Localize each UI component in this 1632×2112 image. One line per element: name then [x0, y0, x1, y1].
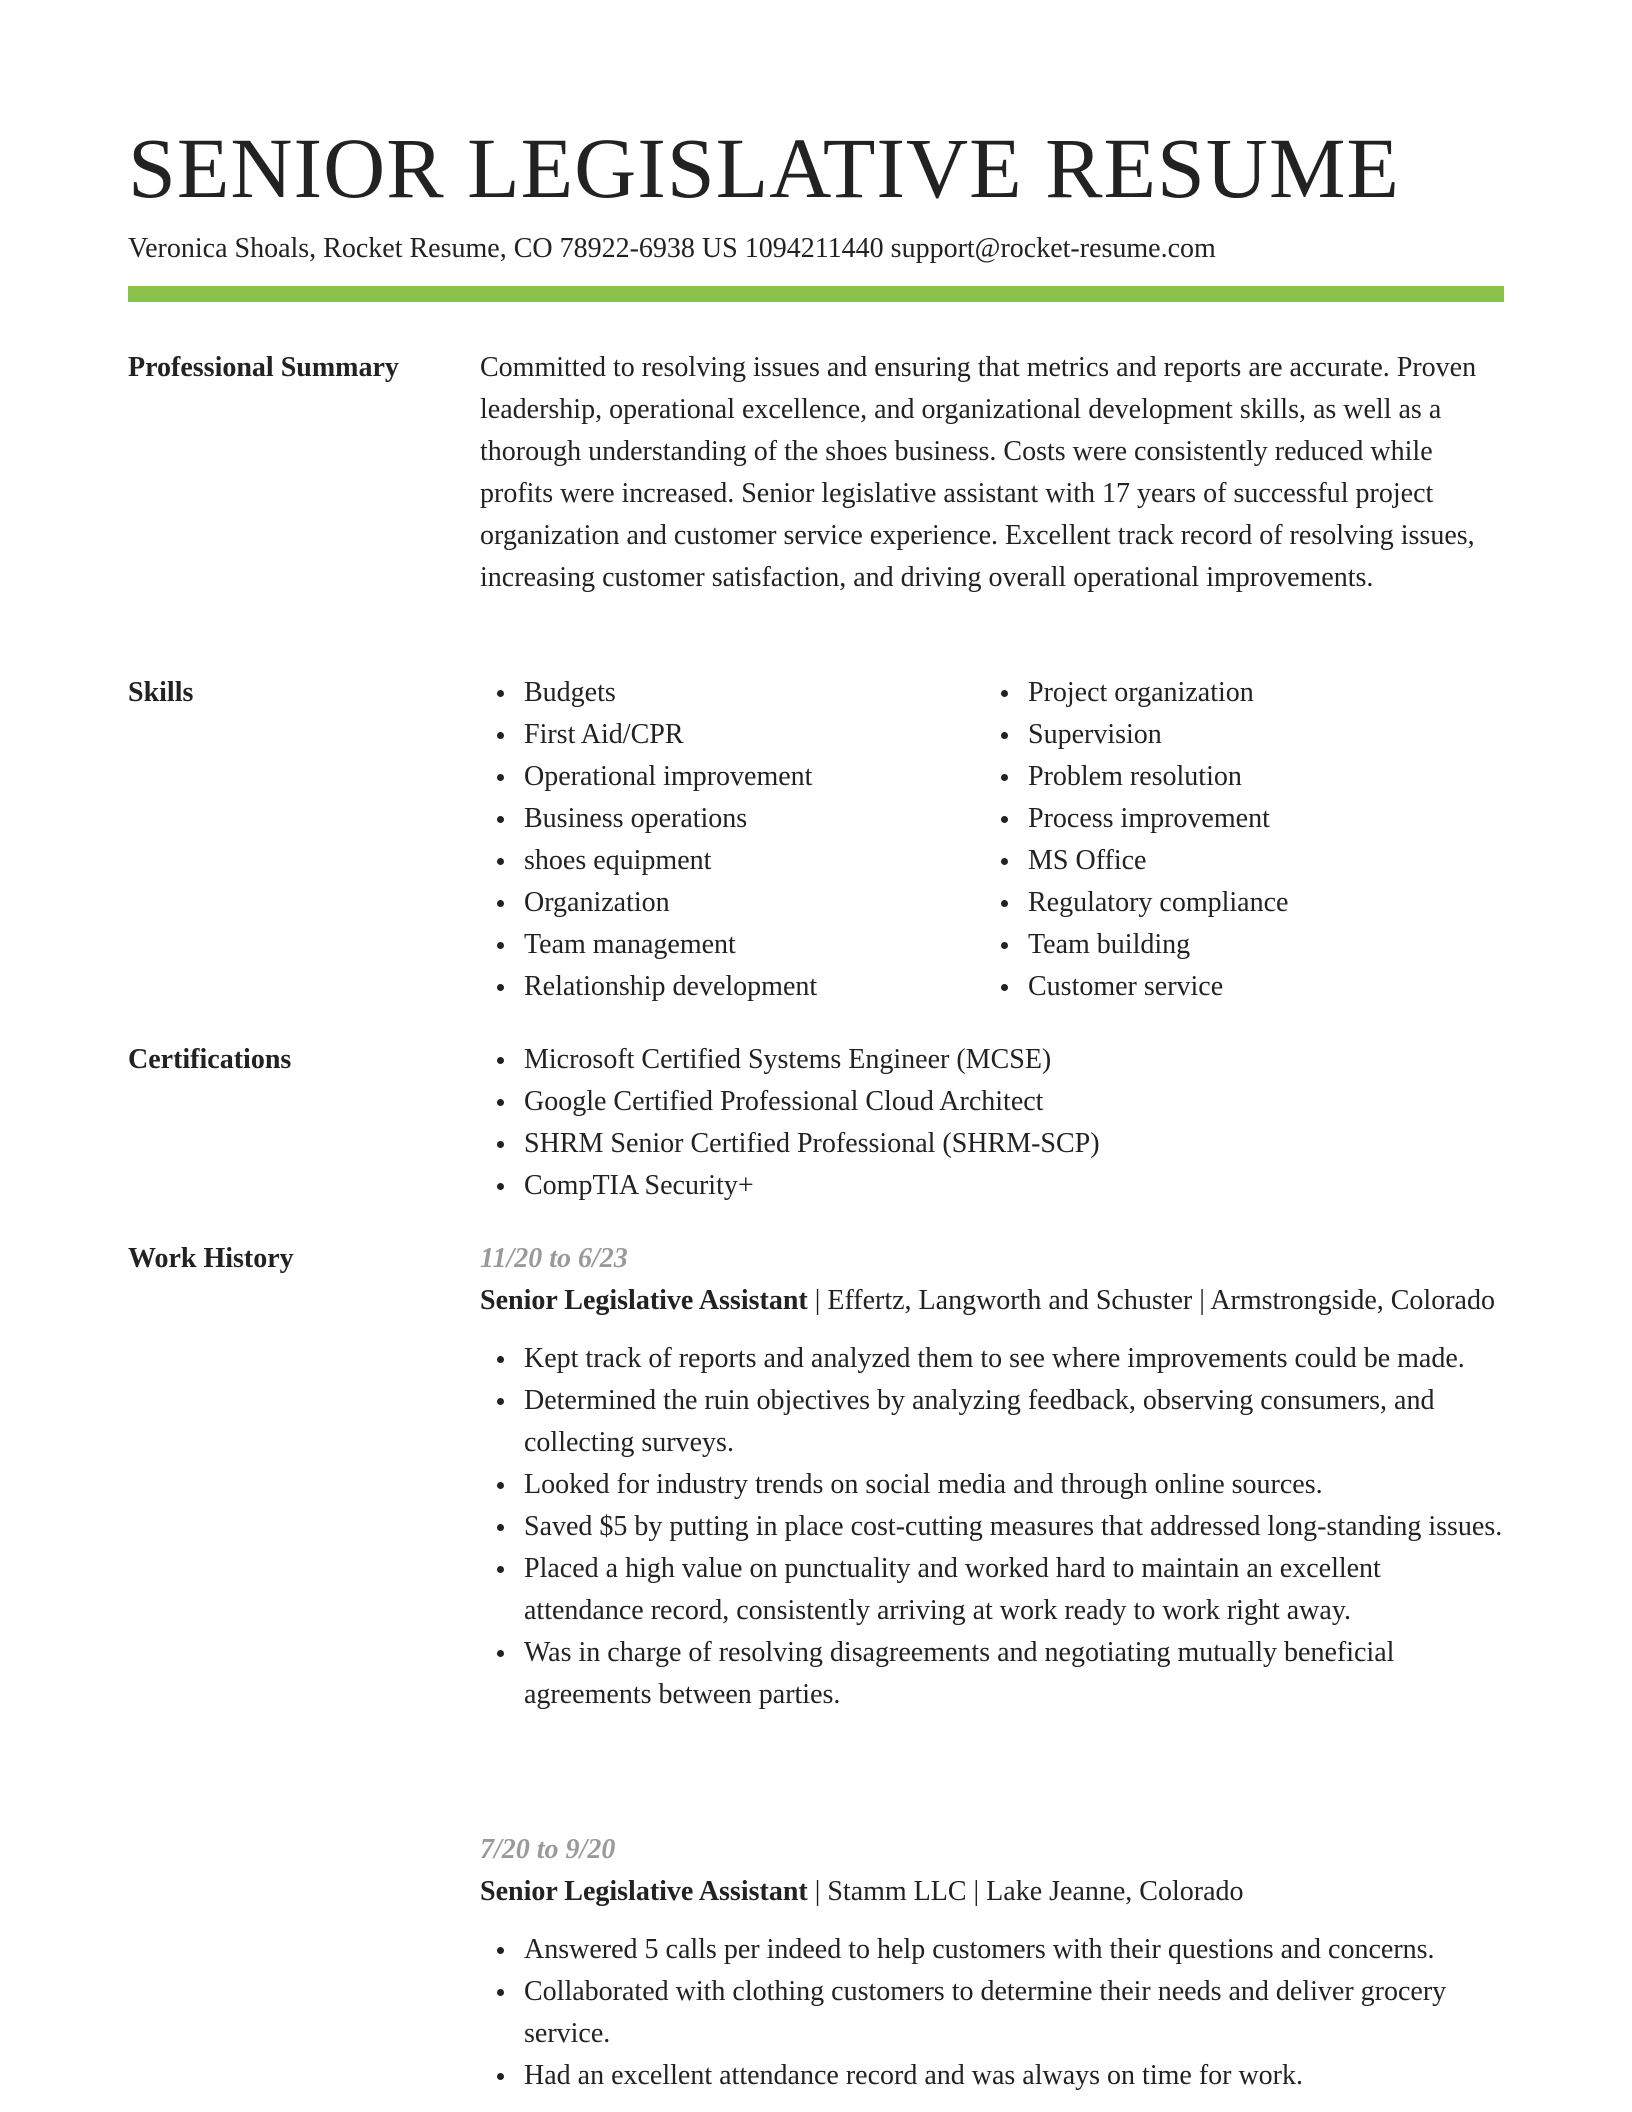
- skill-item: Project organization: [984, 672, 1488, 714]
- skills-list-right: [984, 672, 1488, 1008]
- job-bullets: [480, 1929, 1504, 2097]
- job-bullet: Saved $5 by putting in place cost-cutting measures that addressed long-standing issues.: [480, 1506, 1504, 1548]
- skill-item: shoes equipment: [480, 840, 984, 882]
- job-employer-location: | Effertz, Langworth and Schuster | Armstrongside, Colorado: [807, 1285, 1495, 1316]
- certification-item: Google Certified Professional Cloud Architect: [480, 1081, 1504, 1123]
- certifications-section: [480, 1039, 1504, 1207]
- job-dates: 7/20 to 9/20: [480, 1834, 616, 1865]
- skill-item: Relationship development: [480, 966, 984, 1008]
- certification-item: Microsoft Certified Systems Engineer (MCSE): [480, 1039, 1504, 1081]
- skill-item: Team management: [480, 924, 984, 966]
- job-entry: [480, 1238, 1504, 1716]
- job-bullet: Was in charge of resolving disagreements and negotiating mutually beneficial agreements between parties.: [480, 1632, 1504, 1716]
- skill-item: Team building: [984, 924, 1488, 966]
- skill-item: Customer service: [984, 966, 1488, 1008]
- skills-list-left: [480, 672, 984, 1008]
- certification-item: SHRM Senior Certified Professional (SHRM-SCP): [480, 1123, 1504, 1165]
- contact-line: Veronica Shoals, Rocket Resume, CO 78922-6938 US 1094211440 support@rocket-resume.com: [128, 233, 1216, 264]
- summary-section: [480, 347, 1504, 599]
- skill-item: Problem resolution: [984, 756, 1488, 798]
- skill-item: Process improvement: [984, 798, 1488, 840]
- job-bullet: Collaborated with clothing customers to determine their needs and deliver grocery service.: [480, 1971, 1504, 2055]
- resume-title: SENIOR LEGISLATIVE RESUME: [128, 120, 1400, 216]
- job-bullet: Answered 5 calls per indeed to help customers with their questions and concerns.: [480, 1929, 1504, 1971]
- job-entry: [480, 1829, 1504, 2097]
- skill-item: Budgets: [480, 672, 984, 714]
- job-bullet: Had an excellent attendance record and was always on time for work.: [480, 2055, 1504, 2097]
- skills-heading: Skills: [128, 677, 194, 708]
- skill-item: First Aid/CPR: [480, 714, 984, 756]
- job-bullet: Looked for industry trends on social media and through online sources.: [480, 1464, 1504, 1506]
- job-bullet: Determined the ruin objectives by analyzing feedback, observing consumers, and collecting surveys.: [480, 1380, 1504, 1464]
- skill-item: Organization: [480, 882, 984, 924]
- summary-text: Committed to resolving issues and ensuring that metrics and reports are accurate. Proven leadership, operational excellence, and organizational development skills, as well as a thorough understanding of the shoes business. Costs were consistently reduced while profits were increased. Senior legislative assistant with 17 years of successful project organization and customer service experience. Excellent track record of resolving issues, increasing customer satisfaction, and driving overall operational improvements.: [480, 352, 1477, 593]
- skill-item: MS Office: [984, 840, 1488, 882]
- certification-item: CompTIA Security+: [480, 1165, 1504, 1207]
- skill-item: Business operations: [480, 798, 984, 840]
- accent-divider: [128, 286, 1504, 302]
- job-bullets: [480, 1338, 1504, 1716]
- job-employer-location: | Stamm LLC | Lake Jeanne, Colorado: [807, 1876, 1244, 1907]
- job-title: Senior Legislative Assistant: [480, 1285, 808, 1316]
- summary-heading: Professional Summary: [128, 352, 399, 383]
- job-bullet: Kept track of reports and analyzed them to see where improvements could be made.: [480, 1338, 1504, 1380]
- certifications-heading: Certifications: [128, 1044, 292, 1075]
- job-heading: [480, 1871, 1504, 1913]
- skill-item: Operational improvement: [480, 756, 984, 798]
- job-bullet: Placed a high value on punctuality and worked hard to maintain an excellent attendance record, consistently arriving at work ready to work right away.: [480, 1548, 1504, 1632]
- skill-item: Supervision: [984, 714, 1488, 756]
- job-title: Senior Legislative Assistant: [480, 1876, 808, 1907]
- work-history-heading: Work History: [128, 1243, 294, 1274]
- skill-item: Regulatory compliance: [984, 882, 1488, 924]
- job-dates: 11/20 to 6/23: [480, 1243, 628, 1274]
- skills-section: [480, 672, 1504, 1008]
- job-heading: [480, 1280, 1504, 1322]
- certifications-list: [480, 1039, 1504, 1207]
